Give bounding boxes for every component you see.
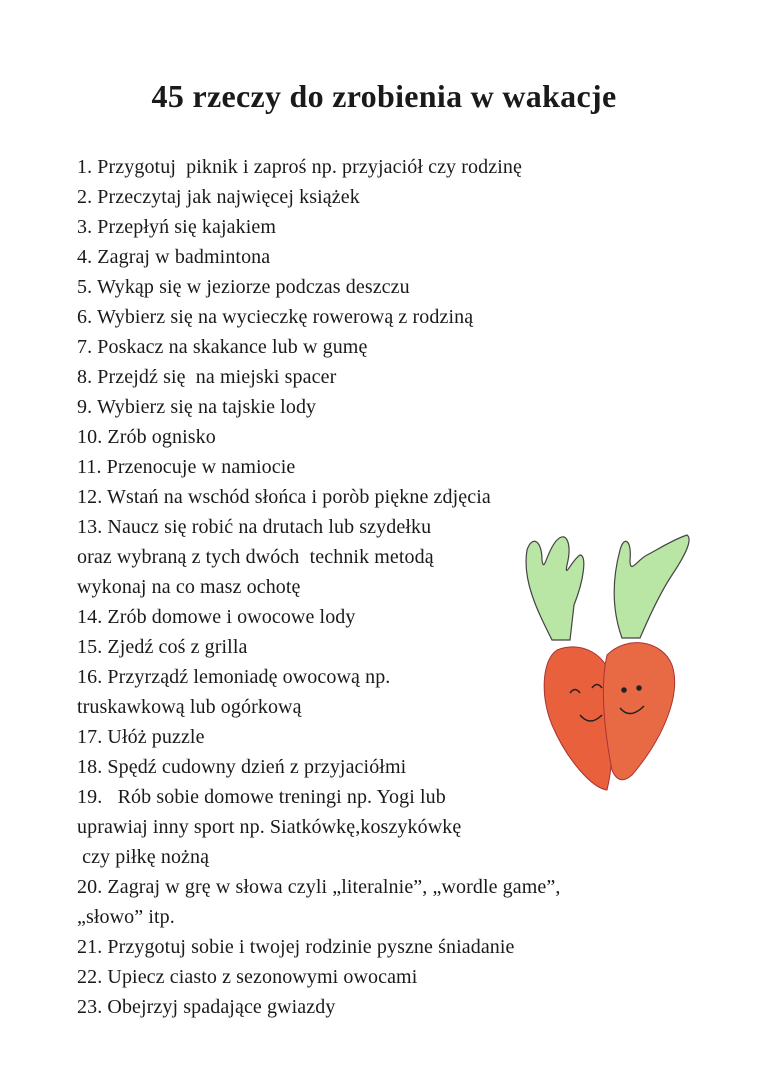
list-item: 8. Przejdź się na miejski spacer bbox=[77, 366, 337, 388]
list-item: 13. Naucz się robić na drutach lub szydełku bbox=[77, 516, 432, 538]
list-item: 9. Wybierz się na tajskie lody bbox=[77, 396, 317, 418]
list-item: truskawkową lub ogórkową bbox=[77, 696, 302, 718]
list-item: 15. Zjedź coś z grilla bbox=[77, 636, 248, 658]
page-title: 45 rzeczy do zrobienia w wakacje bbox=[151, 78, 617, 114]
carrot-leaves-left bbox=[526, 537, 584, 640]
carrot-right bbox=[603, 643, 674, 780]
list-item: 7. Poskacz na skakance lub w gumę bbox=[77, 336, 368, 358]
list-item: 16. Przyrządź lemoniadę owocową np. bbox=[77, 666, 391, 688]
list-item: 19. Rób sobie domowe treningi np. Yogi lub bbox=[77, 786, 446, 808]
list-item: 4. Zagraj w badmintona bbox=[77, 246, 271, 268]
list-item: 18. Spędź cudowny dzień z przyjaciółmi bbox=[77, 756, 407, 778]
carrot-leaves-right bbox=[614, 535, 689, 638]
list-item: uprawiaj inny sport np. Siatkówkę,koszykówkę bbox=[77, 816, 462, 838]
list-item: 6. Wybierz się na wycieczkę rowerową z rodziną bbox=[77, 306, 474, 328]
list-item: 14. Zrób domowe i owocowe lody bbox=[77, 606, 356, 628]
list-item: oraz wybraną z tych dwóch technik metodą bbox=[77, 546, 434, 568]
list-item: 12. Wstań na wschód słońca i poròb piękne zdjęcia bbox=[77, 486, 491, 508]
list-item: 11. Przenocuje w namiocie bbox=[77, 456, 296, 478]
list-item: 2. Przeczytaj jak najwięcej książek bbox=[77, 186, 360, 208]
list-item: czy piłkę nożną bbox=[77, 846, 210, 868]
list-item: 10. Zrób ognisko bbox=[77, 426, 216, 448]
list-item: 21. Przygotuj sobie i twojej rodzinie pyszne śniadanie bbox=[77, 936, 515, 958]
list-item: wykonaj na co masz ochotę bbox=[77, 576, 301, 598]
carrots-illustration bbox=[512, 520, 697, 795]
list-item: „słowo” itp. bbox=[77, 906, 175, 928]
carrot-left bbox=[544, 647, 614, 790]
list-item: 17. Ułóż puzzle bbox=[77, 726, 205, 748]
list-item: 5. Wykąp się w jeziorze podczas deszczu bbox=[77, 276, 410, 298]
list-item: 23. Obejrzyj spadające gwiazdy bbox=[77, 996, 336, 1018]
list-item: 1. Przygotuj piknik i zaproś np. przyjaciół czy rodzinę bbox=[77, 156, 522, 178]
list-item: 3. Przepłyń się kajakiem bbox=[77, 216, 277, 238]
list-item: 22. Upiecz ciasto z sezonowymi owocami bbox=[77, 966, 418, 988]
list-item: 20. Zagraj w grę w słowa czyli „literalnie”, „wordle game”, bbox=[77, 876, 561, 898]
